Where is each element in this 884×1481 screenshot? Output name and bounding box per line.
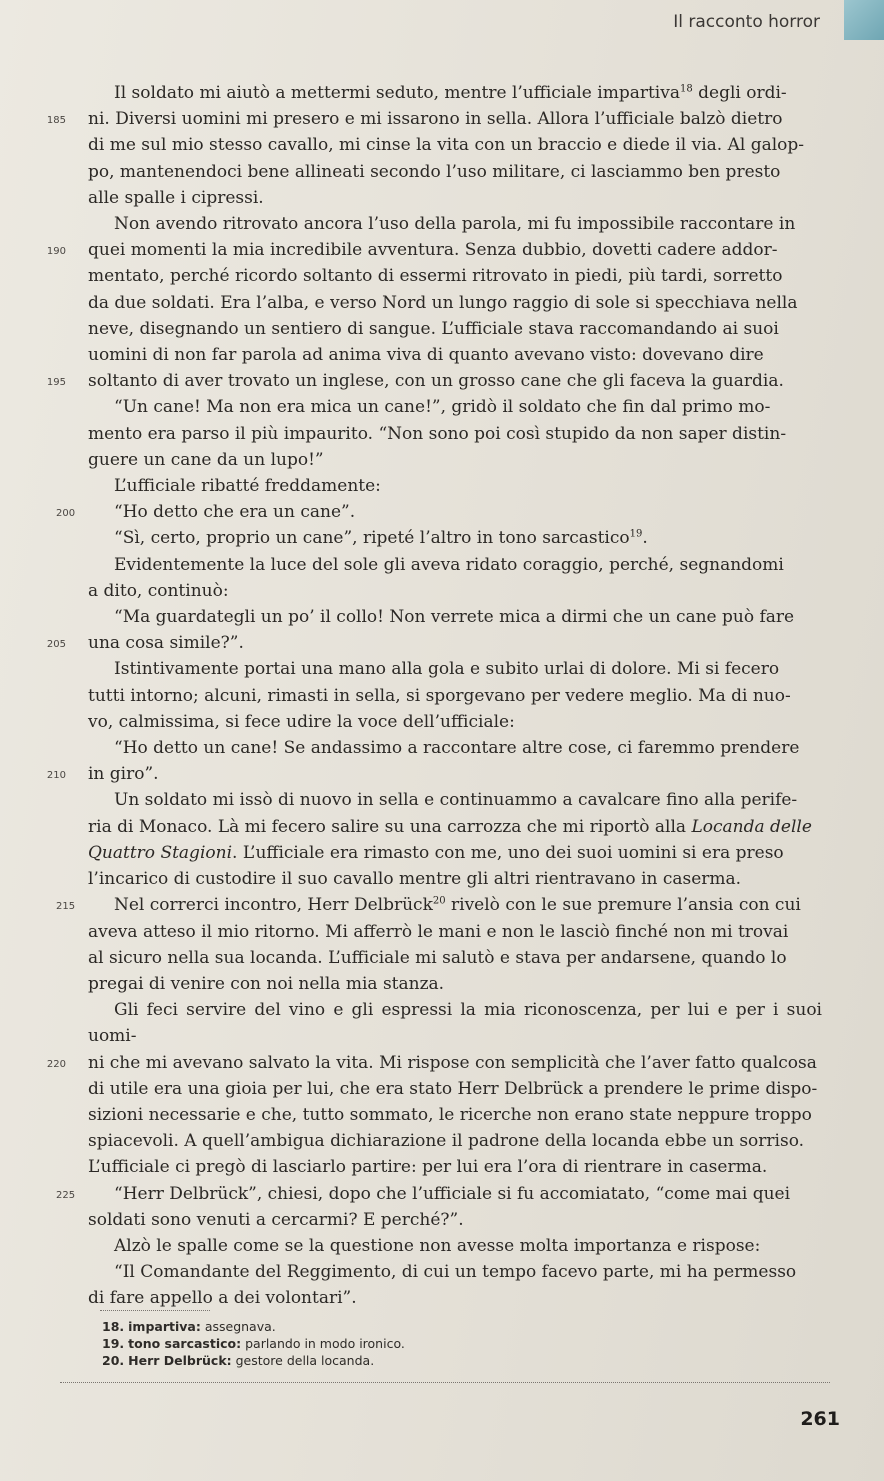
line-text-tail: . L’ufficiale era rimasto con me, uno dei suoi uomini si era preso	[232, 842, 784, 863]
text-line	[88, 604, 822, 630]
footnotes	[102, 1318, 802, 1369]
text-line	[88, 919, 822, 945]
line-text: soltanto di aver trovato un inglese, con un grosso cane che gli faceva la guardia.	[88, 371, 784, 392]
text-line	[88, 971, 822, 997]
paragraph	[88, 525, 822, 551]
paragraph	[46, 735, 822, 787]
bottom-divider	[60, 1382, 830, 1383]
text-line	[56, 1181, 822, 1207]
line-number: 225	[56, 1189, 76, 1201]
line-text: pregai di venire con noi nella mia stanza.	[88, 973, 445, 994]
line-number: 195	[46, 377, 66, 389]
line-number: 200	[56, 508, 76, 520]
line-text: Gli feci servire del vino e gli espressi la mia riconoscenza, per lui e per i suoi uomi-	[88, 1000, 822, 1047]
text-line	[88, 80, 822, 106]
footnote-term: tono sarcastico:	[128, 1336, 242, 1351]
text-line	[88, 1259, 822, 1285]
paragraph	[46, 604, 822, 656]
story-text	[46, 80, 822, 1312]
text-line	[56, 499, 822, 525]
text-line	[88, 290, 822, 316]
paragraph	[46, 211, 822, 394]
title-italic: Locanda delle	[691, 816, 812, 837]
text-line	[88, 1128, 822, 1154]
text-line	[88, 1154, 822, 1180]
footnote	[102, 1352, 802, 1369]
line-text: l’incarico di custodire il suo cavallo mentre gli altri rientravano in caserma.	[88, 869, 742, 890]
text-line	[88, 525, 822, 551]
line-text: mentato, perché ricordo soltanto di essermi ritrovato in piedi, più tardi, sorretto	[88, 266, 783, 287]
line-text: spiacevoli. A quell’ambigua dichiarazione il padrone della locanda ebbe un sorriso.	[88, 1131, 805, 1152]
line-text: tutti intorno; alcuni, rimasti in sella, si sporgevano per vedere meglio. Ma di nuo-	[88, 685, 791, 706]
paragraph	[88, 787, 822, 892]
line-text: di fare appello a dei volontari”.	[88, 1288, 357, 1309]
text-line	[46, 106, 822, 132]
footnote-ref[interactable]: 19	[629, 528, 643, 540]
line-text: alle spalle i cipressi.	[88, 187, 264, 208]
line-text: di utile era una gioia per lui, che era stato Herr Delbrück a prendere le prime dispo-	[88, 1078, 818, 1099]
line-text: “Ho detto un cane! Se andassimo a raccontare altre cose, ci faremmo prendere	[114, 738, 800, 759]
paragraph	[88, 473, 822, 499]
paragraph	[56, 892, 822, 997]
text-line	[88, 866, 822, 892]
line-text: “Un cane! Ma non era mica un cane!”, gridò il soldato che fin dal primo mo-	[114, 397, 771, 418]
paragraph	[88, 1259, 822, 1311]
line-text: una cosa simile?”.	[88, 633, 244, 654]
text-line	[46, 237, 822, 263]
text-line	[88, 185, 822, 211]
line-text: ria di Monaco. Là mi fecero salire su una carrozza che mi riportò alla	[88, 816, 692, 837]
line-text: guere un cane da un lupo!”	[88, 449, 324, 470]
text-line	[88, 787, 822, 813]
line-text: sizioni necessarie e che, tutto sommato, le ricerche non erano state neppure troppo	[88, 1104, 812, 1125]
text-line	[88, 132, 822, 158]
footnote-ref[interactable]: 18	[679, 83, 693, 95]
line-number: 220	[46, 1058, 66, 1070]
text-line	[88, 1076, 822, 1102]
footnote-definition: assegnava.	[200, 1319, 276, 1334]
text-line	[88, 709, 822, 735]
line-text: “Sì, certo, proprio un cane”, ripeté l’altro in tono sarcastico	[114, 528, 630, 549]
text-line	[88, 840, 822, 866]
paragraph	[46, 997, 822, 1180]
page-number: 261	[800, 1408, 840, 1430]
line-number: 210	[46, 770, 66, 782]
line-text: “Ho detto che era un cane”.	[114, 502, 356, 523]
text-line	[88, 263, 822, 289]
footnote	[102, 1318, 802, 1335]
text-line	[88, 473, 822, 499]
line-text: soldati sono venuti a cercarmi? E perché?”.	[88, 1209, 464, 1230]
line-text: aveva atteso il mio ritorno. Mi afferrò le mani e non le lasciò finché non mi trovai	[88, 921, 789, 942]
text-line	[88, 814, 822, 840]
line-text: ni che mi avevano salvato la vita. Mi rispose con semplicità che l’aver fatto qualcosa	[88, 1052, 817, 1073]
line-text: di me sul mio stesso cavallo, mi cinse la vita con un braccio e diede il via. Al galop-	[88, 135, 805, 156]
text-line	[88, 159, 822, 185]
line-number: 190	[46, 246, 66, 258]
section-color-tab	[844, 0, 884, 40]
line-text: mento era parso il più impaurito. “Non sono poi così stupido da non saper distin-	[88, 423, 787, 444]
paragraph	[88, 552, 822, 604]
paragraph	[56, 499, 822, 525]
line-text: da due soldati. Era l’alba, e verso Nord un lungo raggio di sole si specchiava nella	[88, 292, 798, 313]
text-line	[88, 683, 822, 709]
line-text: L’ufficiale ribatté freddamente:	[114, 476, 381, 497]
line-text: Il soldato mi aiutò a mettermi seduto, mentre l’ufficiale impartiva	[114, 83, 680, 103]
line-text: in giro”.	[88, 764, 159, 785]
line-text: Un soldato mi issò di nuovo in sella e continuammo a cavalcare fino alla perife-	[114, 790, 798, 811]
line-number: 205	[46, 639, 66, 651]
text-line	[88, 1207, 822, 1233]
line-text: L’ufficiale ci pregò di lasciarlo partire: per lui era l’ora di rientrare in caserma.	[88, 1157, 768, 1178]
line-text-tail: degli ordi-	[692, 83, 787, 103]
line-text: Evidentemente la luce del sole gli aveva ridato coraggio, perché, segnandomi	[114, 554, 784, 575]
line-text: quei momenti la mia incredibile avventura. Senza dubbio, dovetti cadere addor-	[88, 240, 778, 261]
text-line	[88, 735, 822, 761]
text-line	[88, 578, 822, 604]
footnote-term: impartiva:	[128, 1319, 201, 1334]
line-text: vo, calmissima, si fece udire la voce dell’ufficiale:	[88, 711, 515, 732]
line-text: Nel correrci incontro, Herr Delbrück	[114, 895, 433, 916]
line-text: ni. Diversi uomini mi presero e mi issarono in sella. Allora l’ufficiale balzò dietro	[88, 109, 783, 130]
line-text-tail: rivelò con le sue premure l’ansia con cui	[445, 895, 801, 916]
line-text: a dito, continuò:	[88, 580, 229, 601]
footnote-number: 20.	[102, 1353, 125, 1368]
line-text: “Il Comandante del Reggimento, di cui un tempo facevo parte, mi ha permesso	[114, 1262, 797, 1283]
running-header: Il racconto horror	[673, 12, 820, 32]
line-number: 185	[46, 115, 66, 127]
text-line	[88, 1285, 822, 1311]
text-line	[88, 656, 822, 682]
text-line	[88, 342, 822, 368]
text-line	[88, 394, 822, 420]
text-line	[88, 211, 822, 237]
line-text: Istintivamente portai una mano alla gola e subito urlai di dolore. Mi si fecero	[114, 659, 780, 680]
line-text-tail: .	[642, 528, 648, 549]
text-line	[56, 892, 822, 918]
line-text: neve, disegnando un sentiero di sangue. L’ufficiale stava raccomandando ai suoi	[88, 318, 779, 339]
line-text: “Herr Delbrück”, chiesi, dopo che l’ufficiale si fu accomiatato, “come mai quei	[114, 1183, 791, 1204]
footnote-number: 19.	[102, 1336, 125, 1351]
text-line	[46, 1050, 822, 1076]
text-line	[88, 945, 822, 971]
text-line	[88, 1233, 822, 1259]
text-line	[88, 316, 822, 342]
text-line	[88, 997, 822, 1049]
line-text: uomini di non far parola ad anima viva di quanto avevano visto: dovevano dire	[88, 345, 764, 366]
title-italic: Quattro Stagioni	[88, 842, 233, 863]
line-number: 215	[56, 901, 76, 913]
text-line	[46, 630, 822, 656]
footnote	[102, 1335, 802, 1352]
paragraph	[88, 1233, 822, 1259]
footnote-term: Herr Delbrück:	[128, 1353, 232, 1368]
paragraph	[88, 394, 822, 473]
text-line	[88, 552, 822, 578]
line-text: Non avendo ritrovato ancora l’uso della parola, mi fu impossibile raccontare in	[114, 214, 796, 235]
footnote-definition: parlando in modo ironico.	[241, 1336, 405, 1351]
footnote-ref[interactable]: 20	[432, 895, 446, 907]
line-text: al sicuro nella sua locanda. L’ufficiale mi salutò e stava per andarsene, quando lo	[88, 947, 787, 968]
paragraph	[88, 656, 822, 735]
line-text: po, mantenendoci bene allineati secondo l’uso militare, ci lasciammo ben presto	[88, 161, 781, 182]
footnote-definition: gestore della locanda.	[231, 1353, 375, 1368]
text-line	[46, 368, 822, 394]
footnote-number: 18.	[102, 1319, 125, 1334]
paragraph	[46, 80, 822, 211]
text-line	[46, 761, 822, 787]
paragraph	[56, 1181, 822, 1233]
line-text: Alzò le spalle come se la questione non avesse molta importanza e rispose:	[114, 1235, 761, 1256]
footnote-divider	[100, 1310, 210, 1311]
text-line	[88, 421, 822, 447]
text-line	[88, 1102, 822, 1128]
text-line	[88, 447, 822, 473]
line-text: “Ma guardategli un po’ il collo! Non verrete mica a dirmi che un cane può fare	[114, 607, 795, 628]
